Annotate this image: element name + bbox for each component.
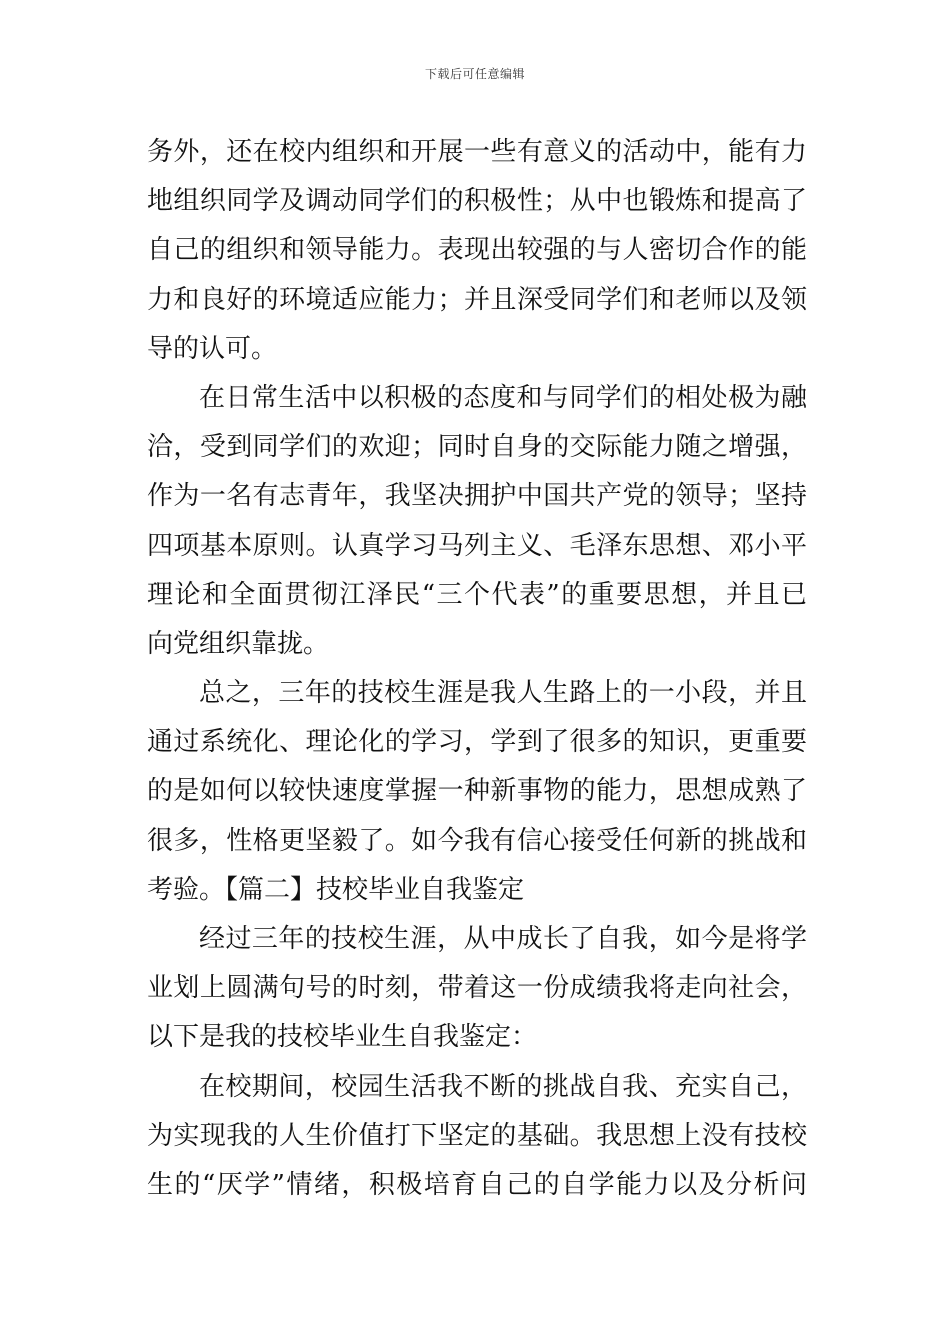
- text-line: 经过三年的技校生涯，从中成长了自我，如今是将学: [199, 924, 807, 954]
- text-line: 在校期间，校园生活我不断的挑战自我、充实自己，: [199, 1071, 807, 1102]
- document-body: [147, 128, 807, 1210]
- text-line: 理论和全面贯彻江泽民“三个代表”的重要思想，并且已: [147, 579, 807, 610]
- text-line: 向党组织靠拢。: [147, 628, 330, 659]
- text-line: 地组织同学及调动同学们的积极性；从中也锻炼和提高了: [147, 186, 807, 217]
- text-line: 以下是我的技校毕业生自我鉴定：: [147, 1022, 538, 1053]
- text-line: 业划上圆满句号的时刻，带着这一份成绩我将走向社会，: [147, 973, 807, 1004]
- text-line: 导的认可。: [147, 333, 278, 364]
- text-line: 生的“厌学”情绪，积极培育自己的自学能力以及分析问: [147, 1169, 807, 1200]
- text-line: 在日常生活中以积极的态度和与同学们的相处极为融: [199, 382, 807, 413]
- text-line: 四项基本原则。认真学习马列主义、毛泽东思想、邓小平: [147, 530, 807, 561]
- text-line: 自己的组织和领导能力。表现出较强的与人密切合作的能: [147, 235, 807, 266]
- text-line: 务外，还在校内组织和开展一些有意义的活动中，能有力: [147, 137, 807, 167]
- page-header: 下载后可任意编辑: [424, 67, 525, 81]
- text-line: 通过系统化、理论化的学习，学到了很多的知识，更重要: [147, 727, 807, 758]
- text-line: 作为一名有志青年，我坚决拥护中国共产党的领导；坚持: [147, 481, 807, 512]
- text-line: 的是如何以较快速度掌握一种新事物的能力，思想成熟了: [147, 776, 807, 807]
- text-line: 很多，性格更坚毅了。如今我有信心接受任何新的挑战和: [147, 825, 807, 856]
- text-line: 总之，三年的技校生涯是我人生路上的一小段，并且: [199, 678, 807, 709]
- text-line: 力和良好的环境适应能力；并且深受同学们和老师以及领: [147, 284, 807, 315]
- text-line: 为实现我的人生价值打下坚定的基础。我思想上没有技校: [147, 1120, 807, 1151]
- text-line: 洽，受到同学们的欢迎；同时自身的交际能力随之增强，: [147, 432, 807, 463]
- text-line: 考验。【篇二】技校毕业自我鉴定: [147, 874, 525, 905]
